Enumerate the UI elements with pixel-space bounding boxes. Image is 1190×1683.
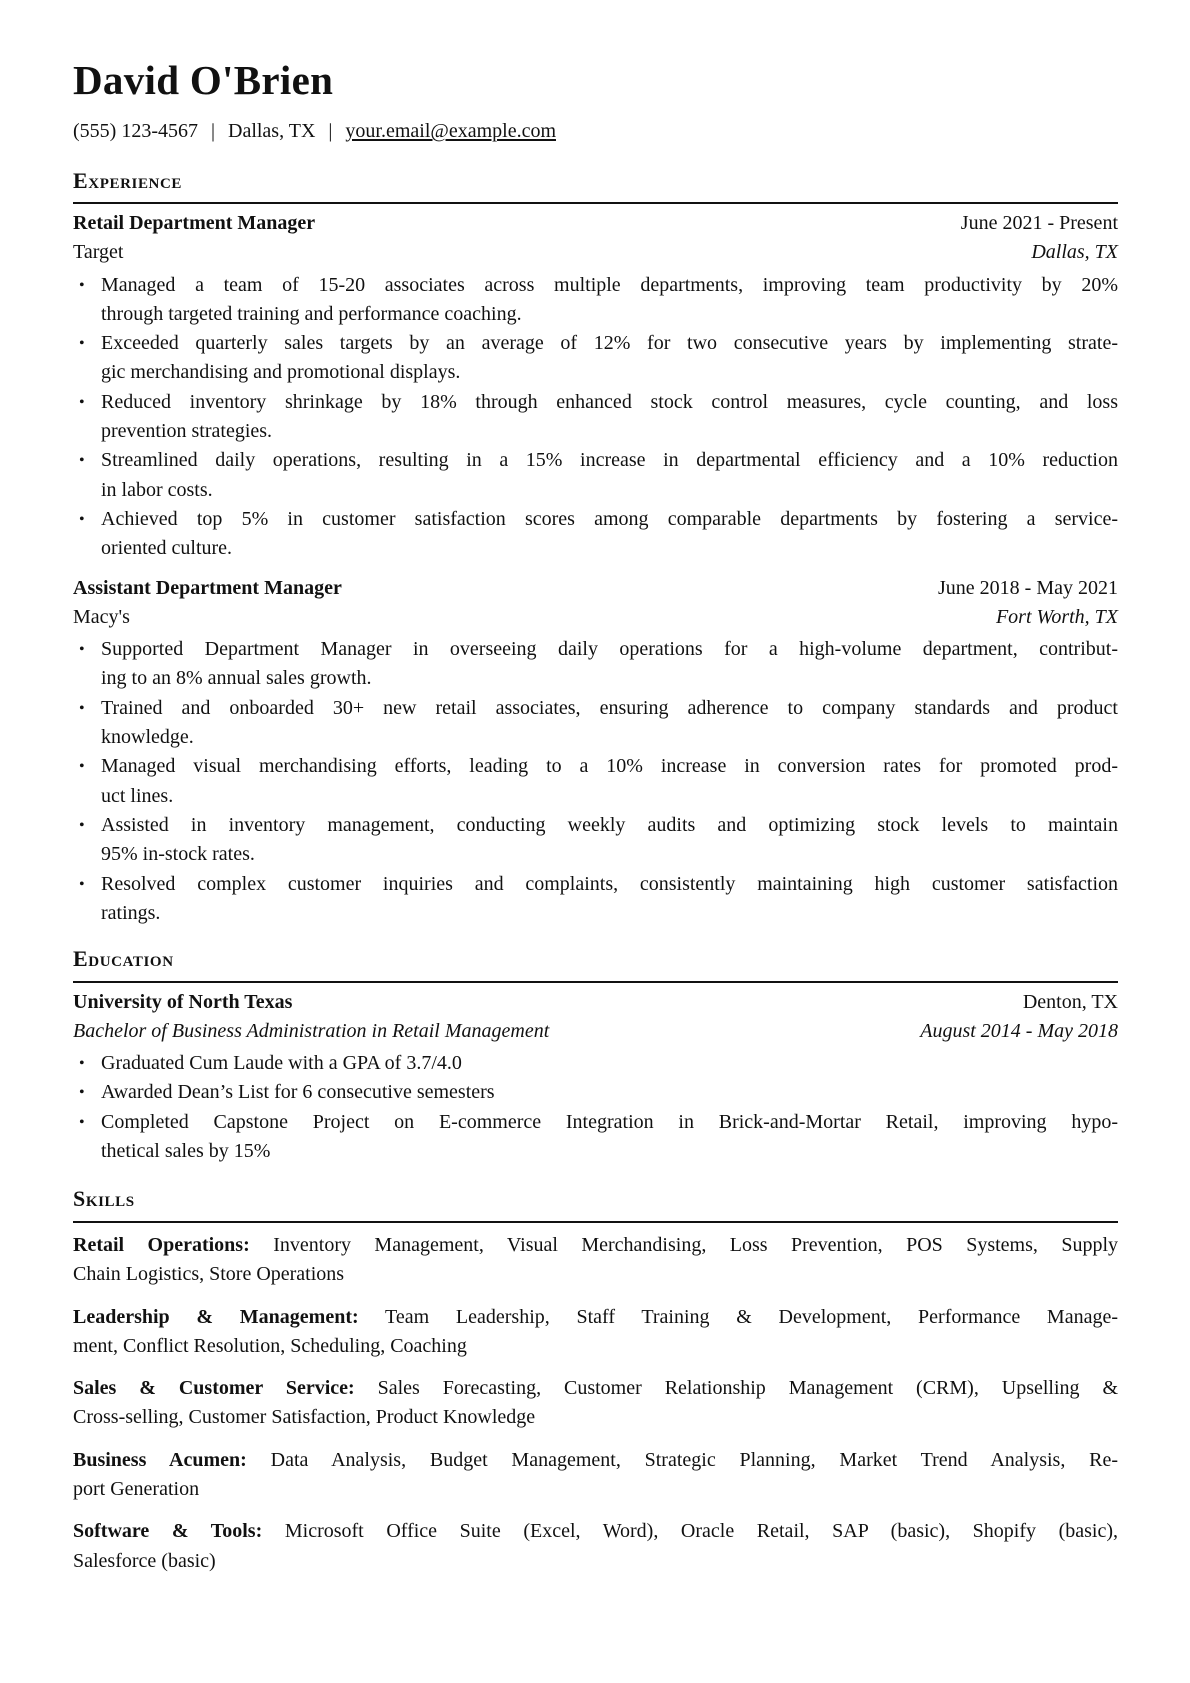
- skill-group: [73, 1303, 1118, 1362]
- skill-line: [73, 1517, 1118, 1546]
- bullet-text: [101, 1078, 1118, 1107]
- job-header-row: [73, 212, 1118, 235]
- skill-category: Leadership & Management:: [73, 1305, 359, 1328]
- bullet-text: [101, 752, 1118, 811]
- bullet-icon: •: [79, 758, 85, 776]
- bullet-line: Exceeded quarterly sales targets by an average of 12% for two consecutive years by implementing strate-: [101, 332, 1118, 355]
- bullet-line: Streamlined daily operations, resulting in a 15% increase in departmental efficiency and a 10% reduction: [101, 449, 1118, 472]
- section-rule: [73, 202, 1118, 204]
- section-heading-skills: Skills: [73, 1186, 135, 1211]
- separator: |: [210, 120, 215, 142]
- skill-group: [73, 1231, 1118, 1290]
- job-company-row: [73, 241, 1118, 264]
- bullet-line: Assisted in inventory management, conducting weekly audits and optimizing stock levels to maintain: [101, 814, 1118, 836]
- skill-list: Cross-selling, Customer Satisfaction, Product Knowledge: [73, 1406, 536, 1429]
- job-location: Fort Worth, TX: [995, 605, 1118, 628]
- bullet-text: [101, 271, 1118, 330]
- bullet-line: 95% in-stock rates.: [101, 843, 255, 866]
- skill-line: [73, 1475, 1118, 1504]
- job-dates: June 2021 - Present: [960, 212, 1118, 234]
- bullet-line: Achieved top 5% in customer satisfaction scores among comparable departments by fostering a service-: [101, 508, 1118, 530]
- skill-group: [73, 1446, 1118, 1505]
- school-name: University of North Texas: [73, 991, 293, 1013]
- skill-category: Retail Operations:: [73, 1234, 250, 1256]
- skill-line: [73, 1547, 1118, 1576]
- bullet-icon: •: [79, 452, 85, 470]
- bullet-icon: •: [79, 875, 85, 893]
- bullet-text: [101, 1049, 1118, 1078]
- bullet-text: [101, 329, 1118, 388]
- job-location: Dallas, TX: [1031, 241, 1118, 264]
- skill-line: [73, 1446, 1118, 1475]
- degree: Bachelor of Business Administration in Retail Management: [73, 1020, 550, 1042]
- skill-category: Software & Tools:: [73, 1520, 263, 1543]
- bullet-line: Resolved complex customer inquiries and complaints, consistently maintaining high customer satisfaction: [101, 872, 1118, 895]
- education-header-row: [73, 991, 1118, 1014]
- bullet-line: Managed visual merchandising efforts, leading to a 10% increase in conversion rates for promoted prod-: [101, 755, 1118, 778]
- skill-category: Business Acumen:: [73, 1448, 247, 1471]
- bullet-line: prevention strategies.: [101, 420, 273, 443]
- bullet-icon: •: [79, 393, 85, 411]
- job-dates: June 2018 - May 2021: [938, 576, 1118, 599]
- bullet-icon: •: [79, 699, 85, 717]
- skill-list: Data Analysis, Budget Management, Strategic Planning, Market Trend Analysis, Re-: [270, 1448, 1119, 1471]
- job-company-row: [73, 606, 1118, 629]
- skill-list: Salesforce (basic): [73, 1549, 216, 1572]
- section-heading-experience: Experience: [73, 168, 183, 193]
- bullet-line: ratings.: [101, 901, 161, 924]
- degree-row: [73, 1020, 1118, 1043]
- bullet-line: Graduated Cum Laude with a GPA of 3.7/4.0: [101, 1052, 462, 1074]
- bullet-icon: •: [79, 1084, 85, 1102]
- skill-group: [73, 1374, 1118, 1433]
- bullet-icon: •: [79, 511, 85, 528]
- company-name: Target: [73, 241, 124, 264]
- bullet-text: [101, 446, 1118, 505]
- contact-line: [73, 120, 1118, 143]
- job-header-row: [73, 577, 1118, 600]
- skill-line: [73, 1260, 1118, 1289]
- skill-list: ment, Conflict Resolution, Scheduling, Coaching: [73, 1334, 467, 1357]
- bullet-line: Completed Capstone Project on E-commerce Integration in Brick-and-Mortar Retail, improving hypo-: [101, 1110, 1118, 1133]
- bullet-line: through targeted training and performance coaching.: [101, 302, 522, 325]
- bullet-line: ing to an 8% annual sales growth.: [101, 667, 372, 690]
- phone-number: (555) 123-4567: [73, 120, 198, 142]
- bullet-icon: •: [79, 276, 85, 294]
- bullet-line: knowledge.: [101, 726, 194, 749]
- bullet-text: [101, 635, 1118, 694]
- skill-list: Microsoft Office Suite (Excel, Word), Oracle Retail, SAP (basic), Shopify (basic),: [284, 1520, 1119, 1543]
- school-location: Denton, TX: [1022, 991, 1118, 1013]
- job-title: Assistant Department Manager: [73, 576, 342, 599]
- skill-line: [73, 1403, 1118, 1432]
- bullet-line: oriented culture.: [101, 537, 233, 560]
- bullet-line: Managed a team of 15-20 associates across multiple departments, improving team productivity by 20%: [101, 273, 1118, 296]
- bullet-line: Reduced inventory shrinkage by 18% through enhanced stock control measures, cycle counting, and loss: [101, 390, 1118, 413]
- bullet-icon: •: [79, 641, 85, 659]
- bullet-text: [101, 505, 1118, 564]
- email-link[interactable]: your.email@example.com: [345, 120, 556, 142]
- bullet-text: [101, 1108, 1118, 1167]
- candidate-name: David O'Brien: [73, 57, 334, 103]
- bullet-line: Awarded Dean’s List for 6 consecutive semesters: [101, 1081, 495, 1104]
- skill-list: port Generation: [73, 1478, 200, 1501]
- bullet-text: [101, 388, 1118, 447]
- skill-line: [73, 1332, 1118, 1361]
- bullet-icon: •: [79, 1055, 85, 1072]
- section-heading-education: Education: [73, 946, 174, 971]
- bullet-line: Supported Department Manager in overseeing daily operations for a high-volume department, contribut-: [101, 638, 1118, 661]
- skill-list: Sales Forecasting, Customer Relationship Management (CRM), Upselling &: [377, 1377, 1119, 1400]
- bullet-text: [101, 870, 1118, 929]
- bullet-line: gic merchandising and promotional displays.: [101, 361, 461, 384]
- skill-line: [73, 1231, 1118, 1260]
- education-dates: August 2014 - May 2018: [920, 1020, 1118, 1042]
- skill-group: [73, 1517, 1118, 1576]
- section-rule: [73, 1221, 1118, 1223]
- skill-line: [73, 1374, 1118, 1403]
- bullet-icon: •: [79, 335, 85, 353]
- skill-list: Chain Logistics, Store Operations: [73, 1263, 345, 1286]
- bullet-line: uct lines.: [101, 784, 174, 807]
- bullet-line: in labor costs.: [101, 478, 213, 501]
- bullet-text: [101, 694, 1118, 753]
- bullet-icon: •: [79, 1113, 85, 1131]
- bullet-line: Trained and onboarded 30+ new retail associates, ensuring adherence to company standards and product: [101, 696, 1118, 719]
- skill-category: Sales & Customer Service:: [73, 1377, 355, 1400]
- company-name: Macy's: [73, 605, 130, 628]
- bullet-icon: •: [79, 817, 85, 834]
- job-title: Retail Department Manager: [73, 212, 316, 234]
- skill-list: Team Leadership, Staff Training & Development, Performance Manage-: [385, 1305, 1119, 1328]
- skill-line: [73, 1303, 1118, 1332]
- bullet-text: [101, 811, 1118, 870]
- bullet-line: thetical sales by 15%: [101, 1139, 271, 1162]
- section-rule: [73, 981, 1118, 983]
- separator: |: [328, 120, 333, 142]
- skill-list: Inventory Management, Visual Merchandising, Loss Prevention, POS Systems, Supply: [273, 1234, 1119, 1256]
- location: Dallas, TX: [228, 120, 316, 142]
